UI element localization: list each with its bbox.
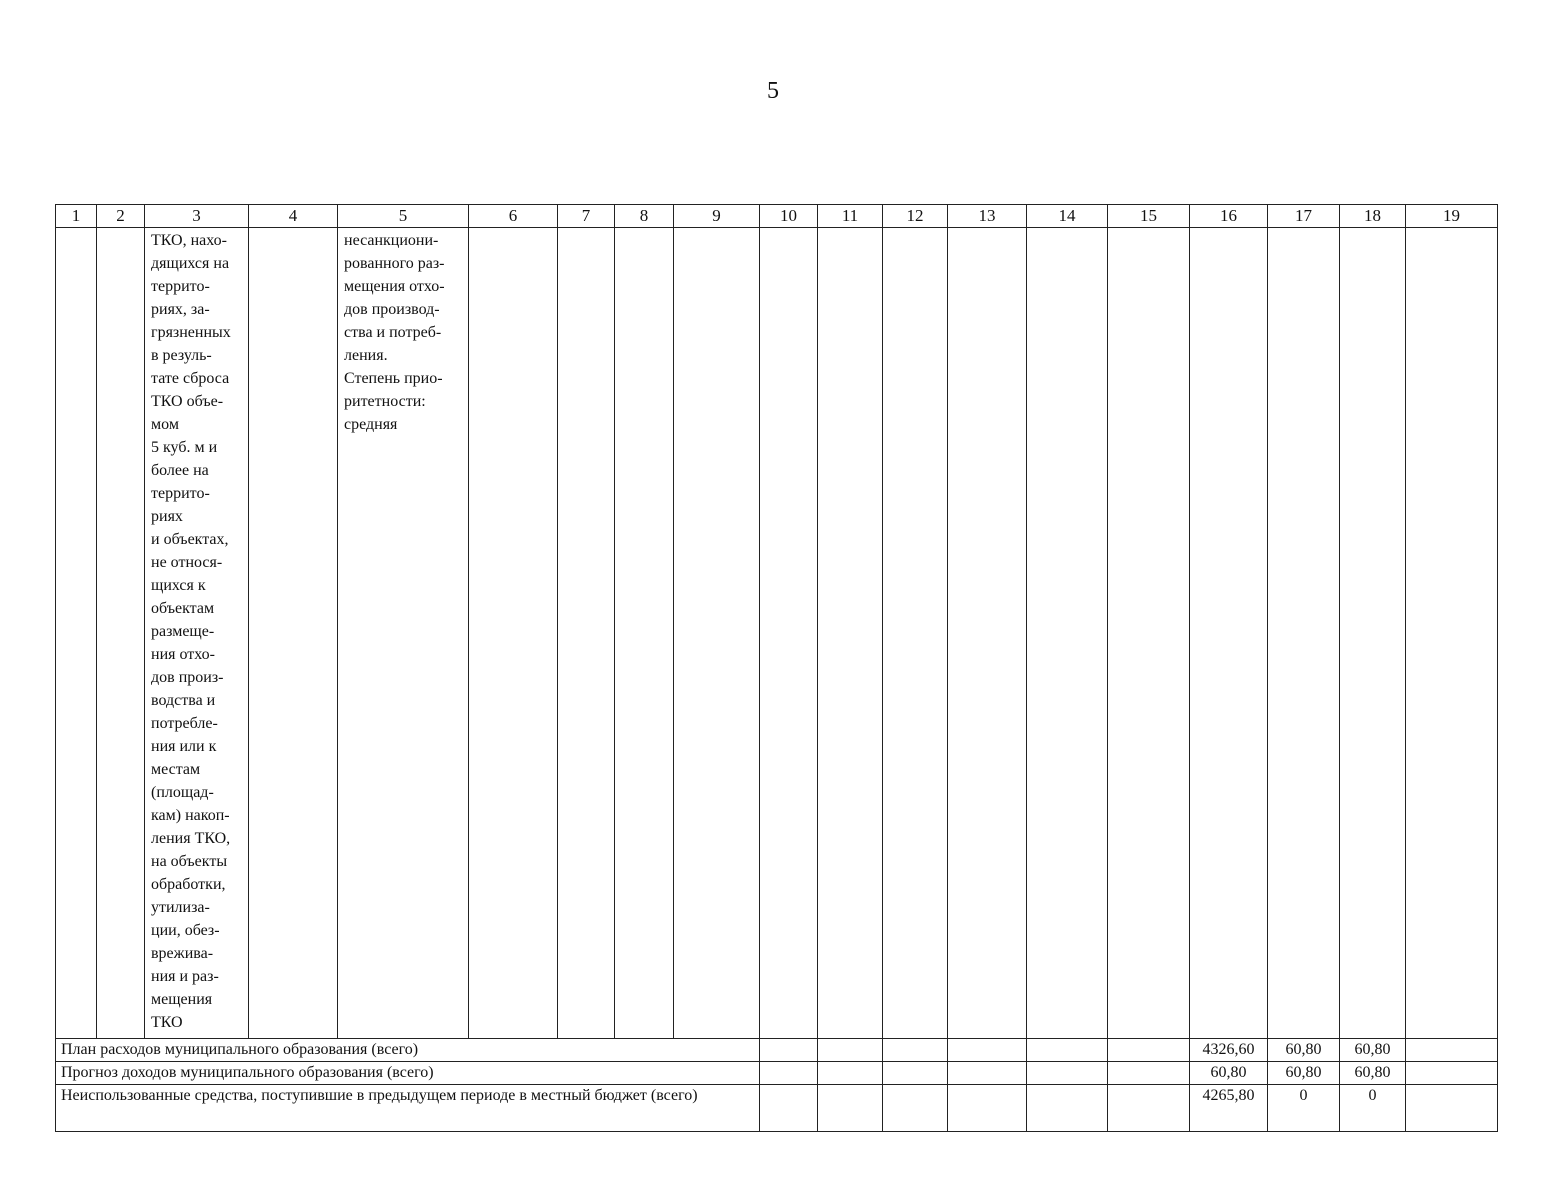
col-number: 14 (1027, 205, 1108, 228)
col-number: 10 (760, 205, 818, 228)
summary-value-18: 60,80 (1340, 1062, 1406, 1085)
summary-value-18: 60,80 (1340, 1039, 1406, 1062)
summary-label: Прогноз доходов муниципального образования (всего) (56, 1062, 760, 1085)
summary-label: Неиспользованные средства, поступившие в предыдущем периоде в местный бюджет (всего) (56, 1085, 760, 1132)
summary-row-income (56, 1062, 1498, 1085)
col-number: 3 (145, 205, 249, 228)
col-number: 16 (1190, 205, 1268, 228)
col-number: 19 (1406, 205, 1498, 228)
problem-description-text: несанкциони- рованного раз- мещения отхо- дов производ- ства и потреб- ления. Степень прио- ритетности: средняя (344, 232, 445, 433)
col-number: 13 (948, 205, 1027, 228)
summary-value-17: 60,80 (1268, 1062, 1340, 1085)
col-number: 17 (1268, 205, 1340, 228)
table-row (56, 228, 1498, 1039)
col-number: 2 (97, 205, 145, 228)
col-number: 11 (818, 205, 883, 228)
problem-description-cell (338, 228, 469, 1039)
col-number: 9 (674, 205, 760, 228)
summary-value-17: 60,80 (1268, 1039, 1340, 1062)
col-number: 18 (1340, 205, 1406, 228)
col-number: 1 (56, 205, 97, 228)
summary-value-18: 0 (1340, 1085, 1406, 1132)
col-number: 5 (338, 205, 469, 228)
summary-row-expenses (56, 1039, 1498, 1062)
col-number: 12 (883, 205, 948, 228)
summary-value-16: 4265,80 (1190, 1085, 1268, 1132)
summary-row-unused-funds (56, 1085, 1498, 1132)
summary-value-16: 4326,60 (1190, 1039, 1268, 1062)
col-number: 15 (1108, 205, 1190, 228)
col-number: 6 (469, 205, 558, 228)
summary-value-17: 0 (1268, 1085, 1340, 1132)
col-number: 8 (615, 205, 674, 228)
object-description-cell (145, 228, 249, 1039)
summary-value-16: 60,80 (1190, 1062, 1268, 1085)
column-number-row (56, 205, 1498, 228)
budget-table (55, 204, 1498, 1132)
summary-label: План расходов муниципального образования (всего) (56, 1039, 760, 1062)
object-description-text: ТКО, нахо- дящихся на террито- риях, за- грязненных в резуль- тате сброса ТКО объе- мом 5 куб. м и более на террито- риях и объектах, не относя- щихся к объектам размеще- ния отхо- дов произ- водства и потребле- ния или к местам (площад- кам) накоп- ления ТКО, на объекты обработки, утилиза- ции, обез- врежива- ния и раз- мещения ТКО (151, 232, 231, 1031)
col-number: 7 (558, 205, 615, 228)
page-number: 5 (767, 78, 779, 104)
col-number: 4 (249, 205, 338, 228)
